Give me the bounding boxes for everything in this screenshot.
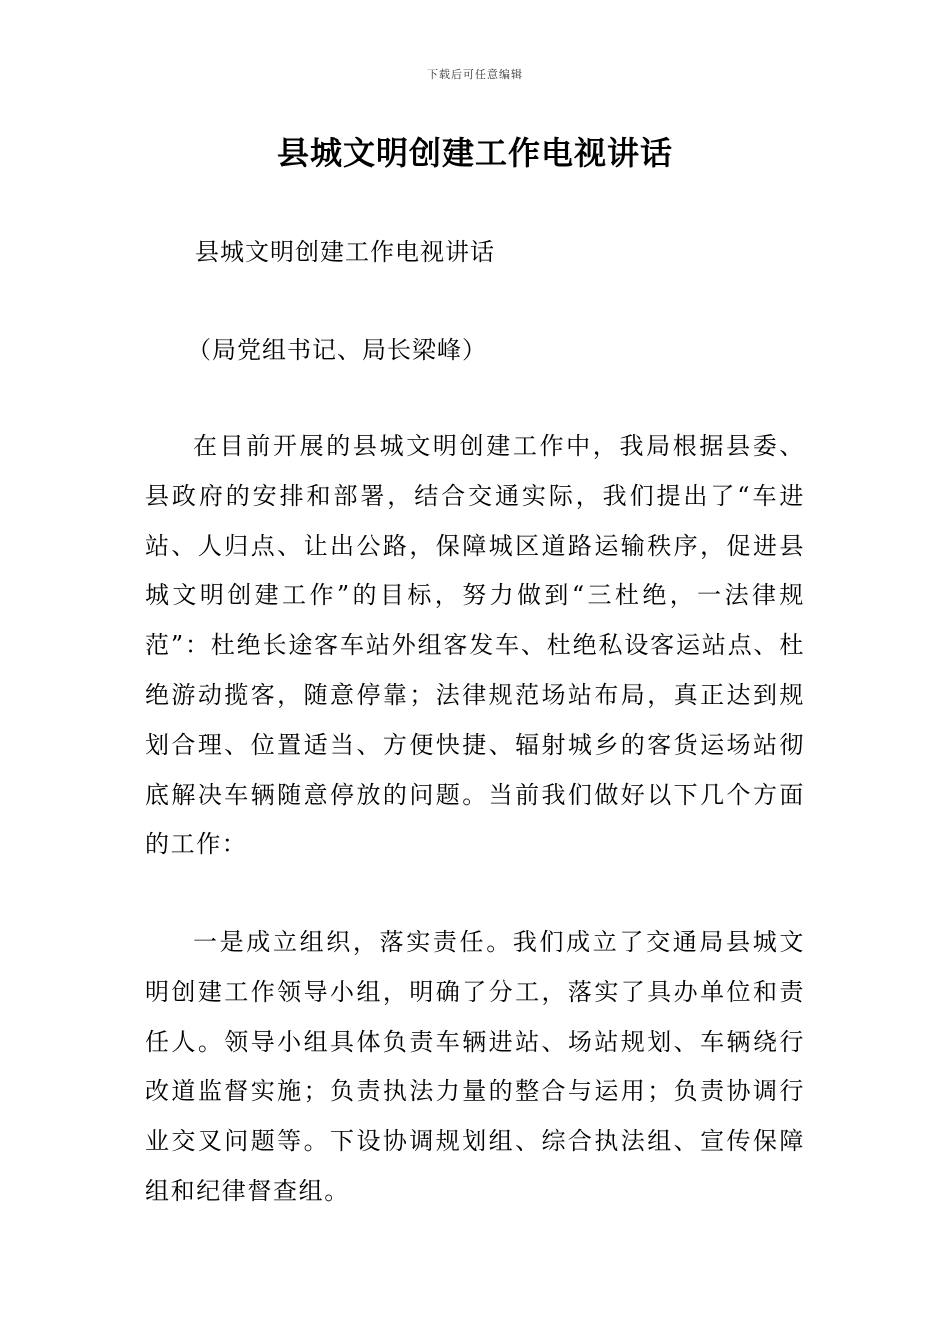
body-paragraph-1: 在目前开展的县城文明创建工作中，我局根据县委、县政府的安排和部署，结合交通实际，我们提出了“车进站、人归点、让出公路，保障城区道路运输秩序，促进县城文明创建工作”的目标，努力做到“三杜绝，一法律规范”：杜绝长途客车站外组客发车、杜绝私设客运站点、杜绝游动揽客，随意停靠；法律规范场站布局，真正达到规划合理、位置适当、方便快捷、辐射城乡的客货运场站彻底解决车辆随意停放的问题。当前我们做好以下几个方面的工作： [145, 432, 805, 859]
document-subtitle: 县城文明创建工作电视讲话 [195, 238, 495, 266]
author-line: （局党组书记、局长梁峰） [187, 336, 487, 364]
document-title: 县城文明创建工作电视讲话 [276, 134, 673, 172]
body-paragraph-2: 一是成立组织，落实责任。我们成立了交通局县城文明创建工作领导小组，明确了分工，落实了具办单位和责任人。领导小组具体负责车辆进站、场站规划、车辆绕行改道监督实施；负责执法力量的整合与运用；负责协调行业交叉问题等。下设协调规划组、综合执法组、宣传保障组和纪律督查组。 [145, 928, 805, 1205]
header-note: 下载后可任意编辑 [427, 68, 523, 81]
